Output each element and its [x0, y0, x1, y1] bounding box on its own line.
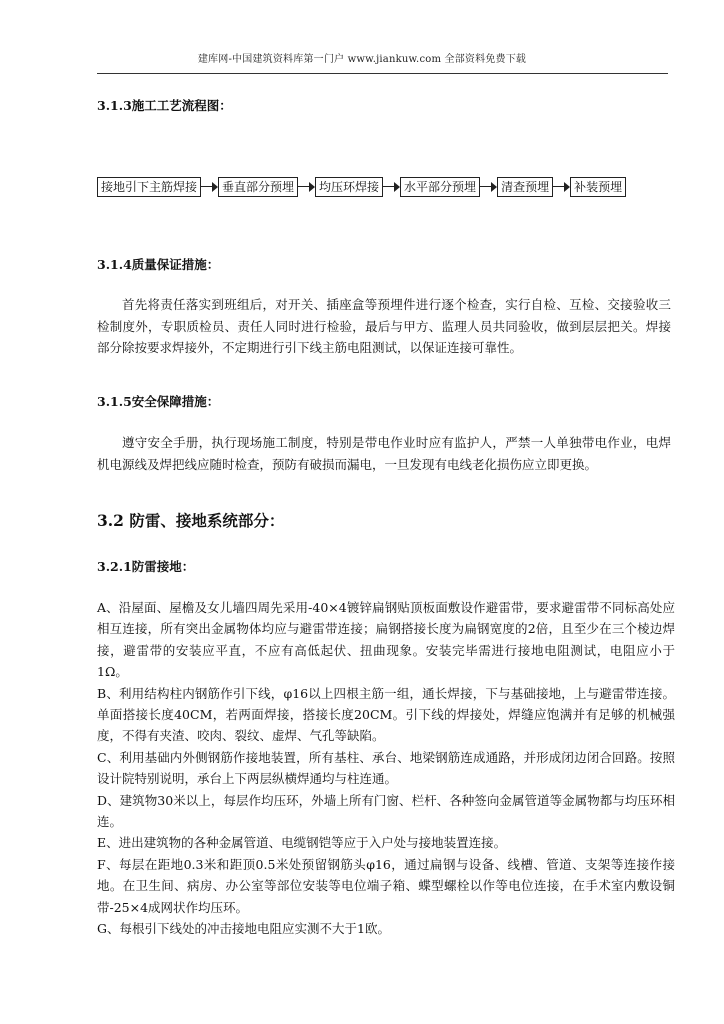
- arrow-right-icon: [298, 177, 315, 197]
- heading-3-2: 3.2 防雷、接地系统部分：: [97, 511, 285, 530]
- list-item: E、进出建筑物的各种金属管道、电缆钢铠等应于入户处与接地装置连接。: [97, 835, 507, 851]
- flow-step: 清查预埋: [497, 177, 553, 197]
- process-flowchart: [97, 177, 626, 197]
- lightning-protection-list: [97, 597, 675, 940]
- list-item: B、利用结构柱内钢筋作引下线，φ16以上四根主筋一组，通长焊接，下与基础接地，上与避雷带连接。单面搭接长度40CM，若两面焊接，搭接长度20CM。引下线的焊接处，焊缝应饱满并有足够的机械强度，不得有夹渣、咬肉、裂纹、虚焊、气孔等缺陷。: [97, 685, 675, 744]
- arrow-right-icon: [383, 177, 400, 197]
- flow-step: 补装预埋: [570, 177, 626, 197]
- header-divider: [97, 73, 668, 74]
- heading-3-1-5: 3.1.5安全保障措施：: [97, 394, 220, 409]
- heading-3-1-4: 3.1.4质量保证措施：: [97, 257, 220, 272]
- flow-step: 垂直部分预埋: [218, 177, 298, 197]
- quality-paragraph: 首先将责任落实到班组后，对开关、插座盒等预埋件进行逐个检查，实行自检、互检、交接验收三检制度外，专职质检员、责任人同时进行检验，最后与甲方、监理人员共同验收，做到层层把关。焊接部分除按要求焊接外，不定期进行引下线主筋电阻测试，以保证连接可靠性。: [97, 297, 671, 355]
- list-item: F、每层在距地0.3米和距顶0.5米处预留钢筋头φ16，通过扁钢与设备、线槽、管道、支架等连接作接地。在卫生间、病房、办公室等部位安装等电位端子箱、蝶型螺栓以作等电位连接，在手术室内敷设铜带-25×4成网状作均压环。: [97, 856, 675, 915]
- list-item: D、建筑物30米以上，每层作均压环，外墙上所有门窗、栏杆、各种签向金属管道等金属物都与均压环相连。: [97, 792, 675, 830]
- heading-3-1-3: 3.1.3施工工艺流程图：: [97, 98, 232, 113]
- heading-3-2-1: 3.2.1防雷接地：: [97, 559, 195, 574]
- page-header: 建库网-中国建筑资料库第一门户 www.jiankuw.com 全部资料免费下载: [197, 54, 527, 65]
- arrow-right-icon: [480, 177, 497, 197]
- flow-step: 水平部分预埋: [400, 177, 480, 197]
- list-item: A、沿屋面、屋檐及女儿墙四周先采用-40×4镀锌扁钢贴顶板面敷设作避雷带，要求避雷带不同标高处应相互连接，所有突出金属物体均应与避雷带连接；扁钢搭接长度为扁钢宽度的2倍，且至少在三个棱边焊接，避雷带的安装应平直，不应有高低起伏、扭曲现象。安装完毕需进行接地电阻测试，电阻应小于1Ω。: [97, 600, 675, 680]
- list-item: G、每根引下线处的冲击接地电阻应实测不大于1欧。: [97, 921, 390, 937]
- flow-step: 接地引下主筋焊接: [97, 177, 201, 197]
- safety-paragraph: 遵守安全手册，执行现场施工制度，特别是带电作业时应有监护人，严禁一人单独带电作业，电焊机电源线及焊把线应随时检查，预防有破损而漏电，一旦发现有电线老化损伤应立即更换。: [97, 435, 671, 472]
- flow-step: 均压环焊接: [315, 177, 383, 197]
- list-item: C、利用基础内外侧钢筋作接地装置，所有基柱、承台、地梁钢筋连成通路，并形成闭边闭合回路。按照设计院特别说明，承台上下两层纵横焊通均与柱连通。: [97, 749, 675, 787]
- arrow-right-icon: [201, 177, 218, 197]
- arrow-right-icon: [553, 177, 570, 197]
